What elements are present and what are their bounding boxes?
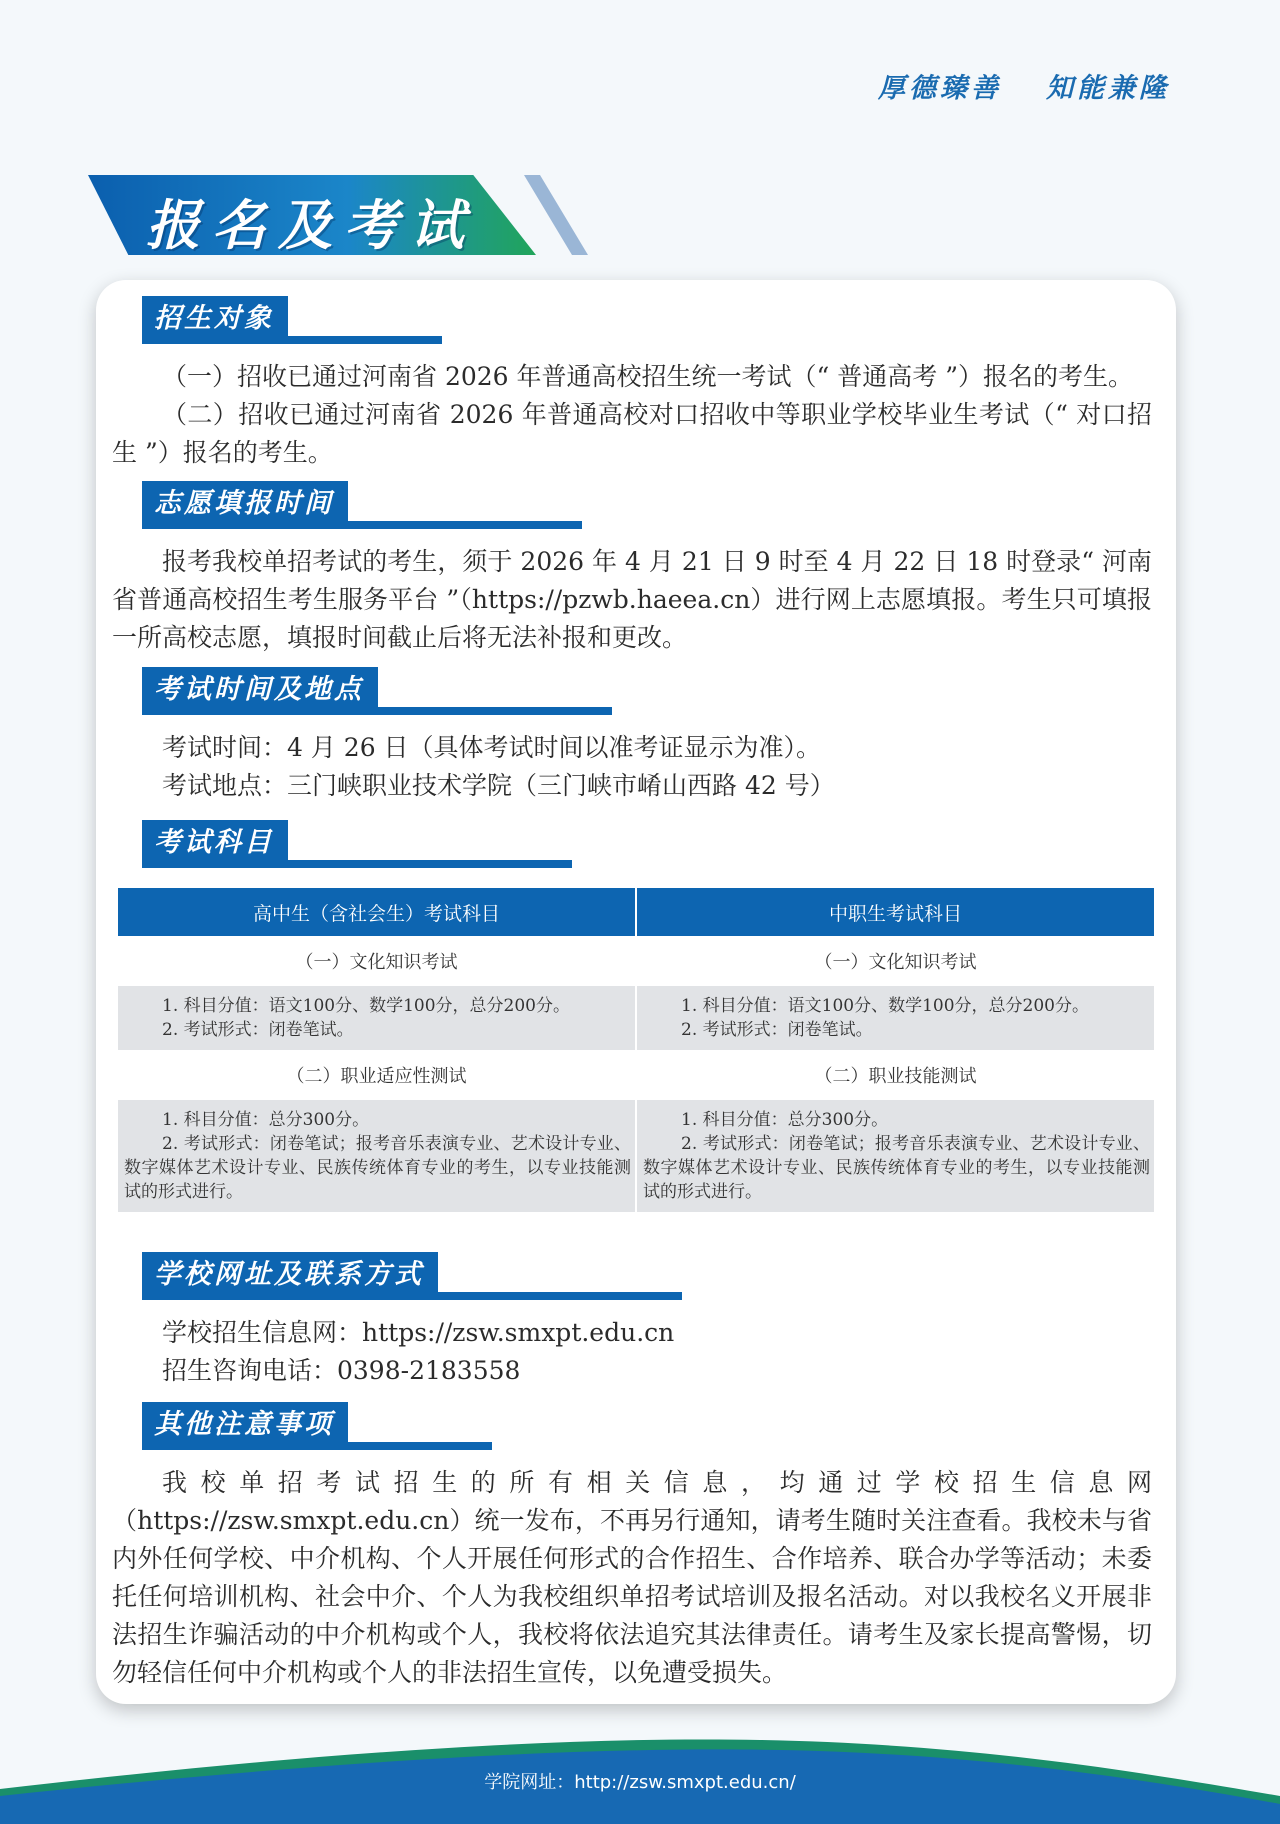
cell-line: 1. 科目分值：总分300分。 (162, 1110, 370, 1130)
admissions-website: 学校招生信息网：https://zsw.smxpt.edu.cn (162, 1318, 675, 1347)
application-text: 报考我校单招考试的考生，须于 2026 年 4 月 21 日 9 时至 4 月 22 日 18 时登录“ 河南省普通高校招生考生服务平台 ”（https://pzwb.haeea.cn）进行网上志愿填报。考生只可填报一所高校志愿，填报时间截止后将无法补报和更改。 (112, 547, 1152, 652)
section-notes (96, 1402, 1176, 1692)
section-exam-time (96, 667, 1176, 805)
section-heading (96, 667, 1176, 721)
page-title: 报名及考试 (146, 194, 476, 257)
subhead-culture-left: （一）文化知识考试 (118, 936, 636, 986)
heading-subjects: 考试科目 (142, 820, 288, 866)
section-heading (96, 481, 1176, 535)
subhead-skill-right: （二）职业技能测试 (636, 1050, 1154, 1100)
section-subjects (96, 820, 1176, 874)
table-cell (118, 1100, 636, 1212)
notes-text: 我校单招考试招生的所有相关信息，均通过学校招生信息网（https://zsw.smxpt.edu.cn）统一发布，不再另行通知，请考生随时关注查看。我校未与省内外任何学校、中介机构、个人开展任何形式的合作招生、合作培养、联合办学等活动；未委托任何培训机构、社会中介、个人为我校组织单招考试培训及报名活动。对以我校名义开展非法招生诈骗活动的中介机构或个人，我校将依法追究其法律责任。请考生及家长提高警惕，切勿轻信任何中介机构或个人的非法招生宣传，以免遭受损失。 (112, 1468, 1152, 1687)
table-row (118, 986, 1154, 1050)
motto-left: 厚德臻善 (878, 73, 1002, 104)
section-heading (96, 820, 1176, 874)
target-item-2: （二）招收已通过河南省 2026 年普通高校对口招收中等职业学校毕业生考试（“ 对口招生 ”）报名的考生。 (112, 400, 1152, 467)
page-banner (88, 175, 588, 255)
cell-line: 1. 科目分值：总分300分。 (681, 1110, 889, 1130)
section-target (96, 296, 1176, 472)
table-cell (636, 986, 1154, 1050)
heading-exam-time: 考试时间及地点 (142, 667, 378, 713)
table-subhead-row (118, 1050, 1154, 1100)
target-item-1: （一）招收已通过河南省 2026 年普通高校招生统一考试（“ 普通高考 ”）报名的考生。 (162, 362, 1133, 391)
exam-subjects-table (118, 888, 1154, 1212)
exam-time-text: 考试时间：4 月 26 日（具体考试时间以准考证显示为准）。 (162, 733, 822, 762)
section-heading (96, 1252, 1176, 1306)
cell-line: 2. 考试形式：闭卷笔试；报考音乐表演专业、艺术设计专业、数字媒体艺术设计专业、民族传统体育专业的考生，以专业技能测试的形式进行。 (643, 1134, 1150, 1202)
exam-place-text: 考试地点：三门峡职业技术学院（三门峡市崤山西路 42 号） (162, 771, 835, 800)
table-subhead-row (118, 936, 1154, 986)
cell-line: 2. 考试形式：闭卷笔试；报考音乐表演专业、艺术设计专业、数字媒体艺术设计专业、民族传统体育专业的考生，以专业技能测试的形式进行。 (124, 1134, 631, 1202)
cell-line: 2. 考试形式：闭卷笔试。 (162, 1020, 354, 1040)
footer-website: 学院网址：http://zsw.smxpt.edu.cn/ (484, 1772, 796, 1793)
section-application (96, 481, 1176, 657)
section-heading (96, 1402, 1176, 1456)
cell-line: 1. 科目分值：语文100分、数学100分，总分200分。 (681, 996, 1089, 1016)
heading-notes: 其他注意事项 (142, 1402, 348, 1448)
table-cell (118, 986, 636, 1050)
cell-line: 2. 考试形式：闭卷笔试。 (681, 1020, 873, 1040)
section-heading (96, 296, 1176, 350)
subhead-aptitude-left: （二）职业适应性测试 (118, 1050, 636, 1100)
subhead-culture-right: （一）文化知识考试 (636, 936, 1154, 986)
motto-right: 知能兼隆 (1046, 73, 1170, 104)
heading-application: 志愿填报时间 (142, 481, 348, 527)
admissions-phone: 招生咨询电话：0398-2183558 (162, 1356, 521, 1385)
table-row (118, 1100, 1154, 1212)
table-header-row (118, 888, 1154, 936)
content-card (96, 280, 1176, 1704)
header-vocational: 中职生考试科目 (636, 888, 1154, 936)
heading-contact: 学校网址及联系方式 (142, 1252, 438, 1298)
header-highschool: 高中生（含社会生）考试科目 (118, 888, 636, 936)
school-motto (878, 66, 1170, 105)
cell-line: 1. 科目分值：语文100分、数学100分，总分200分。 (162, 996, 570, 1016)
heading-target: 招生对象 (142, 296, 288, 342)
section-contact (96, 1252, 1176, 1390)
table-cell (636, 1100, 1154, 1212)
